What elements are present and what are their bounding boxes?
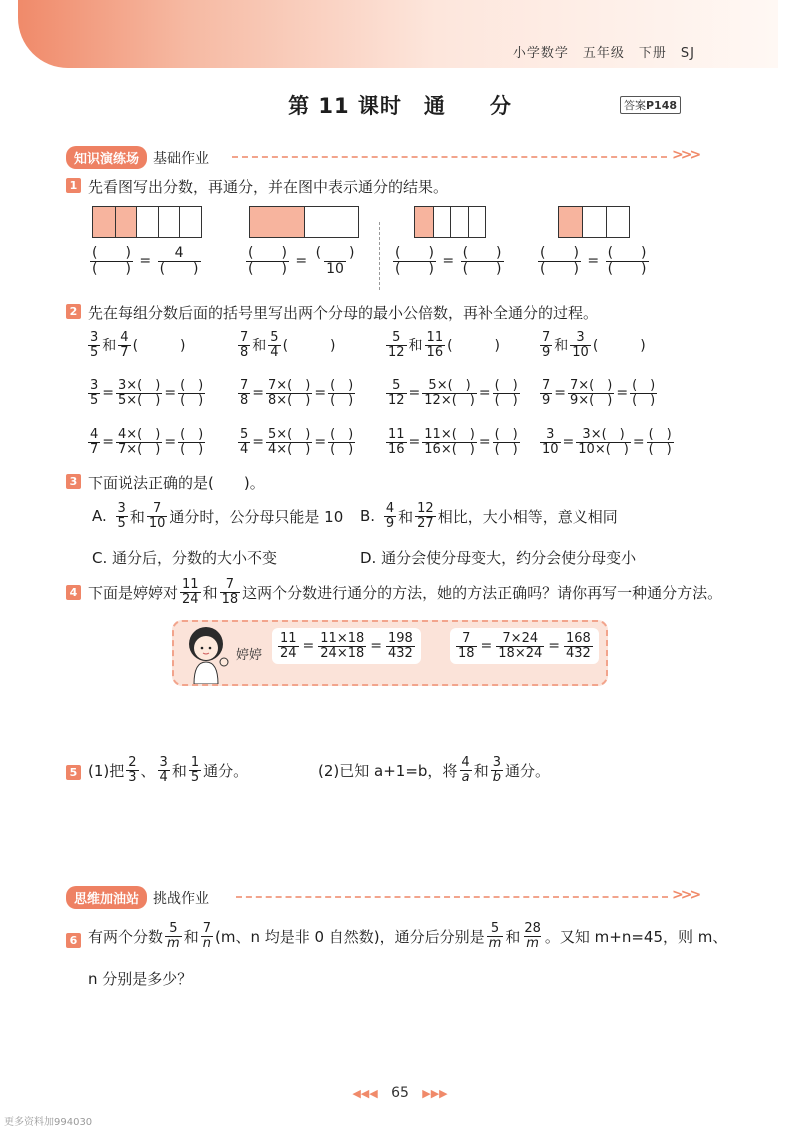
numerator: 3 <box>159 755 168 770</box>
denominator: 27 <box>417 515 434 531</box>
numerator: 1 <box>190 755 200 770</box>
numerator: 4 <box>90 427 99 442</box>
fraction <box>126 756 138 784</box>
equals-sign: = <box>437 253 459 270</box>
denominator: 8 <box>240 344 249 360</box>
fraction <box>328 428 355 456</box>
multiplier-numerator[interactable]: 3×( ) <box>582 427 625 442</box>
denominator: 9 <box>542 344 551 360</box>
fraction <box>116 502 128 530</box>
q2-pair-4 <box>540 331 646 359</box>
numerator: 7 <box>225 577 234 592</box>
text: 这两个分数进行通分的方法，她的方法正确吗？请你再写一种通分方法。 <box>242 583 723 602</box>
question-part-2 <box>318 756 550 784</box>
page-number <box>0 1085 800 1101</box>
numerator: 5 <box>392 378 401 393</box>
section-subtitle: 基础作业 <box>153 150 210 167</box>
multiplier-denominator[interactable]: 8×( ) <box>268 392 311 408</box>
blank[interactable]: ( ) <box>607 245 647 261</box>
fraction <box>570 331 591 359</box>
lcm-blank[interactable]: ( ) <box>282 338 336 355</box>
page-right-arrows-icon: ▶▶▶ <box>422 1087 448 1100</box>
multiplier-numerator[interactable]: 7×( ) <box>268 378 311 393</box>
q2-pair-1 <box>88 331 186 359</box>
option-letter: B. <box>360 507 376 526</box>
blank[interactable]: ( ) <box>462 245 502 261</box>
q2-pair-3 <box>386 331 500 359</box>
and-word: 和 <box>398 507 414 526</box>
bar-cell <box>115 207 137 237</box>
fraction <box>118 331 130 359</box>
multiplier-denominator[interactable]: 10×( ) <box>578 441 629 457</box>
column-divider <box>379 222 380 290</box>
page-number-text: 65 <box>391 1085 409 1101</box>
numerator: 4 <box>461 755 470 770</box>
bar-cell <box>158 207 180 237</box>
q2-process-6: $\frac{5}{4}$ = $\frac{5\times( )}{4\times( )}$ = $\frac{( )}{( )}$ <box>240 427 354 457</box>
blank[interactable]: ( ) <box>92 260 131 277</box>
q2-process-8: $\frac{3}{10}$ = $\frac{3\times( )}{10\times( )}$ = $\frac{( )}{( )}$ <box>542 427 672 457</box>
fraction <box>201 922 213 950</box>
question-number: 4 <box>66 585 81 600</box>
denominator: 432 <box>388 645 413 661</box>
book-meta: 小学数学 五年级 下册 SJ <box>512 46 695 61</box>
question-text: 下面说法正确的是( )。 <box>88 474 265 492</box>
denominator: 7 <box>120 344 129 360</box>
fraction-bar-3 <box>414 206 486 238</box>
numerator: 3 <box>576 330 585 345</box>
denominator: 24 <box>280 645 297 661</box>
fraction-bar-2 <box>249 206 359 238</box>
numerator: 5 <box>392 330 401 345</box>
fraction <box>540 379 552 407</box>
text: 下面是婷婷对 <box>88 583 179 602</box>
q2-process-2: $\frac{7}{8}$ = $\frac{7\times( )}{8\times( )}$ = $\frac{( )}{( )}$ <box>240 378 354 408</box>
blank[interactable]: ( ) <box>330 378 354 393</box>
chevron-right-icon: >>> <box>672 887 699 903</box>
multiplier-denominator[interactable]: 12×( ) <box>424 392 475 408</box>
multiplier-denominator[interactable]: 7×( ) <box>118 441 161 457</box>
fraction <box>415 502 436 530</box>
blank[interactable]: ( ) <box>180 441 204 457</box>
blank[interactable]: ( ) <box>180 427 204 442</box>
numerator: 28 <box>524 921 541 936</box>
text: 有两个分数 <box>88 927 164 946</box>
bar-cell <box>93 207 115 237</box>
fraction <box>540 331 552 359</box>
denominator: 18×24 <box>498 645 543 661</box>
blank[interactable]: ( ) <box>248 245 287 261</box>
numerator: 5 <box>169 921 178 936</box>
blank[interactable]: ( ) <box>607 260 647 277</box>
multiplier-denominator[interactable]: 9×( ) <box>570 392 613 408</box>
bar-cell <box>136 207 158 237</box>
fraction <box>456 632 477 660</box>
multiplier-numerator[interactable]: 5×( ) <box>428 378 471 393</box>
numerator: 7×24 <box>502 631 539 646</box>
q2-process-3: $\frac{5}{12}$ = $\frac{5\times( )}{12\times( )}$ = $\frac{( )}{( )}$ <box>388 378 518 408</box>
blank[interactable]: ( ) <box>315 245 355 261</box>
and-word: 和 <box>183 927 199 946</box>
fraction <box>238 331 250 359</box>
numerator: 11 <box>388 427 405 442</box>
multiplier-denominator[interactable]: 16×( ) <box>424 441 475 457</box>
text: 通分。 <box>203 761 249 780</box>
numerator: 7 <box>542 330 551 345</box>
question-text <box>88 922 727 950</box>
numerator: 5 <box>240 427 249 442</box>
bar-cell <box>559 207 582 237</box>
numerator: 7 <box>240 378 249 393</box>
numerator: 12 <box>417 501 434 516</box>
numerator: 11 <box>426 330 444 345</box>
numerator: 3 <box>90 378 99 393</box>
option-c[interactable]: C. 通分后，分数的大小不变 <box>92 549 278 567</box>
lcm-blank[interactable]: ( ) <box>592 338 646 355</box>
student-name: 婷婷 <box>236 648 263 663</box>
method-card-2: $\frac{7}{18}$ = $\frac{7\times 24}{18\times 24}$ = $\frac{168}{432}$ <box>450 628 599 664</box>
numerator: 3 <box>90 330 99 345</box>
numerator: 3 <box>492 755 501 770</box>
denominator: 12 <box>388 344 405 360</box>
chevron-right-icon: >>> <box>672 147 699 163</box>
numerator: 7 <box>202 921 211 936</box>
fraction <box>266 379 312 407</box>
answer-page: P148 <box>646 99 678 112</box>
q1-expression-2 <box>246 246 357 276</box>
text: 通分。 <box>505 761 551 780</box>
denominator: 7 <box>90 441 99 457</box>
fraction <box>328 379 355 407</box>
fraction <box>165 922 182 950</box>
girl-avatar-icon <box>182 624 232 684</box>
bar-cell <box>582 207 605 237</box>
bar-cell <box>415 207 433 237</box>
lcm-blank[interactable]: ( ) <box>132 338 186 355</box>
option-text: 通分时，公分母只能是 10 <box>169 507 344 526</box>
section-header-challenge <box>66 886 209 909</box>
blank[interactable]: ( ) <box>632 392 656 408</box>
denominator: 18 <box>221 591 239 607</box>
bar-cell <box>179 207 201 237</box>
numerator: 4 <box>120 330 129 345</box>
numerator: 7 <box>462 631 471 646</box>
question-number: 3 <box>66 474 81 489</box>
bar-cell <box>433 207 451 237</box>
fraction <box>493 379 520 407</box>
multiplier-denominator[interactable]: 5×( ) <box>118 392 161 408</box>
multiplier-numerator[interactable]: 11×( ) <box>424 427 475 442</box>
blank[interactable]: ( ) <box>540 260 579 277</box>
fraction <box>178 428 205 456</box>
equals-sign: = <box>134 253 156 270</box>
question-number: 2 <box>66 304 81 319</box>
fraction <box>268 331 280 359</box>
numerator: 7 <box>240 330 249 345</box>
fraction <box>147 502 168 530</box>
fraction <box>491 756 503 784</box>
text: (m、n 均是非 0 自然数)，通分后分别是 <box>214 927 485 946</box>
text: (2)已知 a+1=b，将 <box>318 761 458 780</box>
question-number: 6 <box>66 933 81 948</box>
and-word: 和 <box>202 583 218 602</box>
fraction <box>647 428 674 456</box>
fraction <box>538 246 581 276</box>
q2-pair-2 <box>238 331 336 359</box>
option-d[interactable]: D. 通分会使分母变大，约分会使分母变小 <box>360 549 637 567</box>
and-word: 和 <box>505 927 521 946</box>
fraction <box>318 632 366 660</box>
q2-process-4: $\frac{7}{9}$ = $\frac{7\times( )}{9\times( )}$ = $\frac{( )}{( )}$ <box>542 378 656 408</box>
numerator: 7 <box>542 378 551 393</box>
fraction <box>461 246 504 276</box>
denominator: 5 <box>117 515 126 531</box>
denominator: m <box>488 935 502 951</box>
numerator: 11×18 <box>320 631 365 646</box>
blank[interactable]: ( ) <box>330 427 354 442</box>
fraction <box>238 428 250 456</box>
option-letter: A. <box>92 507 107 526</box>
section-divider <box>236 896 668 898</box>
fraction <box>422 428 477 456</box>
blank[interactable]: ( ) <box>92 245 131 261</box>
section-pill: 知识演练场 <box>66 146 147 169</box>
fraction <box>493 428 520 456</box>
denominator: 24 <box>182 591 199 607</box>
section-subtitle: 挑战作业 <box>153 890 210 907</box>
denominator: 10 <box>542 441 559 457</box>
denominator: 432 <box>566 645 591 661</box>
denominator: b <box>492 769 501 785</box>
fraction <box>246 246 289 276</box>
section-pill: 思维加油站 <box>66 886 147 909</box>
section-header-basic <box>66 146 209 169</box>
denominator: 10 <box>572 344 589 360</box>
and-word: 和 <box>252 338 267 355</box>
numerator: 4 <box>385 501 395 516</box>
equals-sign: = <box>582 253 604 270</box>
equals-sign: = <box>290 253 312 270</box>
denominator: 12 <box>388 392 405 408</box>
fraction <box>496 632 544 660</box>
fraction <box>576 428 631 456</box>
blank[interactable]: ( ) <box>494 378 518 393</box>
fraction <box>386 331 407 359</box>
question-text <box>88 578 722 606</box>
numerator: 5 <box>270 330 279 345</box>
blank[interactable]: ( ) <box>648 441 672 457</box>
numerator: 11 <box>280 631 297 646</box>
blank[interactable]: ( ) <box>248 260 287 277</box>
blank[interactable]: ( ) <box>180 378 204 393</box>
blank[interactable]: ( ) <box>330 441 354 457</box>
denominator: 24×18 <box>320 645 365 661</box>
blank[interactable]: ( ) <box>330 392 354 408</box>
fraction <box>386 379 407 407</box>
blank[interactable]: ( ) <box>494 441 518 457</box>
question-number: 1 <box>66 178 81 193</box>
numerator: 168 <box>566 631 591 646</box>
fraction <box>158 756 170 784</box>
denominator: 4 <box>270 344 279 360</box>
q1-expression-4 <box>538 246 649 276</box>
fraction <box>487 922 504 950</box>
and-word: 和 <box>473 761 489 780</box>
lcm-blank[interactable]: ( ) <box>447 338 501 355</box>
denominator: 5 <box>90 392 99 408</box>
fraction <box>425 331 446 359</box>
and-word: 和 <box>554 338 569 355</box>
option-text: 相比，大小相等，意义相同 <box>437 507 618 526</box>
blank[interactable]: ( ) <box>395 245 434 261</box>
bar-cell <box>606 207 629 237</box>
blank[interactable]: ( ) <box>462 260 502 277</box>
answer-label: 答案 <box>624 99 646 112</box>
student-method-box <box>172 620 608 686</box>
denominator: m <box>526 935 539 951</box>
option-a[interactable] <box>92 502 343 530</box>
q1-expression-3 <box>393 246 504 276</box>
q2-process-5: $\frac{4}{7}$ = $\frac{4\times( )}{7\times( )}$ = $\frac{( )}{( )}$ <box>90 427 204 457</box>
numerator: 7 <box>152 501 162 516</box>
and-word: 和 <box>129 507 145 526</box>
fraction <box>278 632 299 660</box>
multiplier-numerator[interactable]: 7×( ) <box>570 378 613 393</box>
blank[interactable]: ( ) <box>494 392 518 408</box>
fraction <box>158 246 201 276</box>
denominator: 4 <box>159 769 168 785</box>
fraction <box>393 246 436 276</box>
q2-process-7: $\frac{11}{16}$ = $\frac{11\times( )}{16\times( )}$ = $\frac{( )}{( )}$ <box>388 427 518 457</box>
text: 。又知 m+n=45，则 m、 <box>544 927 728 946</box>
denominator: 8 <box>240 392 249 408</box>
page-left-arrows-icon: ◀◀◀ <box>352 1087 378 1100</box>
fraction <box>266 428 312 456</box>
fraction <box>522 922 543 950</box>
blank[interactable]: ( ) <box>159 260 199 277</box>
answer-tag <box>620 96 681 114</box>
multiplier-numerator[interactable]: 4×( ) <box>118 427 161 442</box>
numerator: 5 <box>490 921 500 936</box>
denominator: 16 <box>388 441 405 457</box>
q2-process-1: $\frac{3}{5}$ = $\frac{3\times( )}{5\times( )}$ = $\frac{( )}{( )}$ <box>90 378 204 408</box>
numerator: 3 <box>546 427 555 442</box>
denominator: 4 <box>240 441 249 457</box>
denominator: 9 <box>542 392 551 408</box>
option-b[interactable] <box>360 502 618 530</box>
multiplier-numerator[interactable]: 5×( ) <box>268 427 311 442</box>
denominator: 18 <box>458 645 475 661</box>
denominator: n <box>202 935 211 951</box>
fraction <box>386 632 415 660</box>
question-number: 5 <box>66 765 81 780</box>
bar-cell <box>250 207 304 237</box>
fraction <box>386 428 407 456</box>
fraction <box>314 246 357 276</box>
denominator: 9 <box>385 515 395 531</box>
denominator: 16 <box>426 344 444 360</box>
blank[interactable]: ( ) <box>494 427 518 442</box>
denominator: 10 <box>326 260 344 277</box>
blank[interactable]: ( ) <box>632 378 656 393</box>
fraction <box>606 246 649 276</box>
fraction <box>564 632 593 660</box>
blank[interactable]: ( ) <box>540 245 579 261</box>
bar-cell <box>304 207 358 237</box>
fraction <box>116 379 162 407</box>
fraction <box>540 428 561 456</box>
and-word: 和 <box>408 338 423 355</box>
method-card-1: $\frac{11}{24}$ = $\frac{11\times 18}{24\times 18}$ = $\frac{198}{432}$ <box>272 628 421 664</box>
numerator: 3 <box>117 501 126 516</box>
denominator: 5 <box>190 769 200 785</box>
fraction <box>220 578 241 606</box>
fraction <box>189 756 201 784</box>
denominator: 10 <box>148 515 166 531</box>
fraction <box>238 379 250 407</box>
numerator: 2 <box>128 755 137 770</box>
fraction <box>88 331 100 359</box>
bar-cell <box>450 207 468 237</box>
watermark: 更多资料加994030 <box>4 1117 93 1128</box>
blank[interactable]: ( ) <box>395 260 434 277</box>
multiplier-numerator[interactable]: 3×( ) <box>118 378 161 393</box>
fraction <box>88 379 100 407</box>
separator: 、 <box>140 761 156 780</box>
numerator: 4 <box>174 245 184 261</box>
fraction <box>88 428 100 456</box>
blank[interactable]: ( ) <box>180 392 204 408</box>
question-text: 先看图写出分数，再通分，并在图中表示通分的结果。 <box>88 178 449 196</box>
and-word: 和 <box>171 761 187 780</box>
fraction-bar-1 <box>92 206 202 238</box>
denominator: m <box>167 935 180 951</box>
numerator: 11 <box>182 577 199 592</box>
fraction <box>90 246 133 276</box>
bar-cell <box>468 207 486 237</box>
question-text-line-2: n 分别是多少？ <box>88 970 193 988</box>
denominator: 3 <box>128 769 137 785</box>
fraction <box>116 428 162 456</box>
question-part-1 <box>88 756 248 784</box>
fraction <box>180 578 201 606</box>
section-divider <box>232 156 667 158</box>
fraction <box>630 379 657 407</box>
numerator: 198 <box>388 631 413 646</box>
fraction <box>384 502 396 530</box>
multiplier-denominator[interactable]: 4×( ) <box>268 441 311 457</box>
fraction <box>459 756 471 784</box>
page-title: 第 11 课时 通 分 <box>288 94 512 118</box>
fraction <box>178 379 205 407</box>
fraction <box>422 379 477 407</box>
fraction <box>568 379 614 407</box>
denominator: 5 <box>90 344 99 360</box>
question-text: 先在每组分数后面的括号里写出两个分母的最小公倍数，再补全通分的过程。 <box>88 304 599 322</box>
denominator: a <box>461 769 470 785</box>
blank[interactable]: ( ) <box>648 427 672 442</box>
text: (1)把 <box>88 761 125 780</box>
q1-expression-1 <box>90 246 201 276</box>
fraction-bar-4 <box>558 206 630 238</box>
and-word: 和 <box>102 338 117 355</box>
